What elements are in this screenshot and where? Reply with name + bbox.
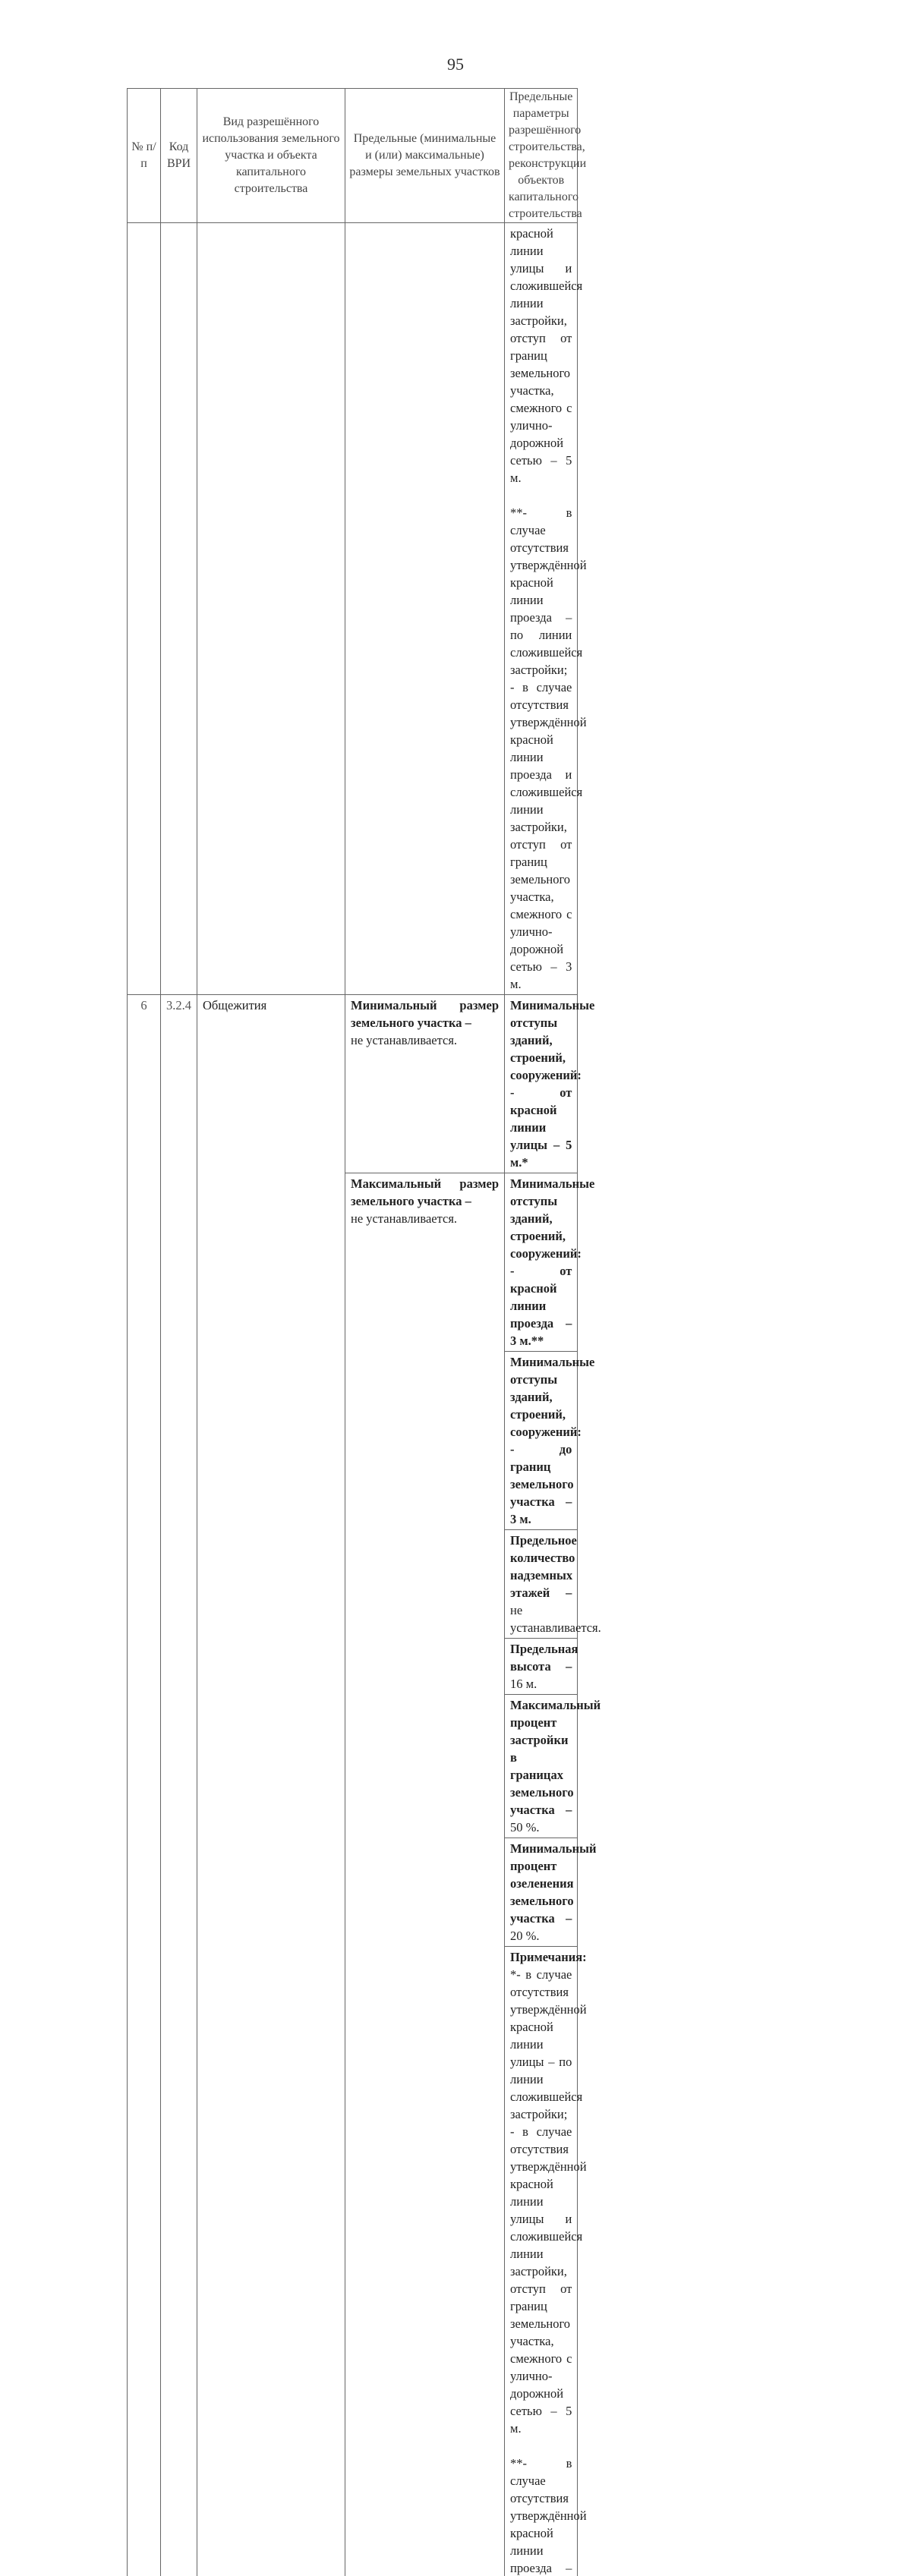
param-floors: Предельное количество надземных этажей – не устанавливается. bbox=[505, 1530, 578, 1639]
page-number: 95 bbox=[0, 55, 911, 74]
row-use-name: Общежития bbox=[197, 995, 345, 2576]
param-setback-passage: Минимальные отступы зданий, строений, сооружений: - от красной линии проезда – 3 м.** bbox=[505, 1173, 578, 1352]
header-use-type: Вид разрешённого использования земельного участка и объекта капитального строительства bbox=[197, 89, 345, 223]
table-header-row bbox=[128, 89, 871, 223]
header-code: Код ВРИ bbox=[161, 89, 197, 223]
row-code: 3.2.4 bbox=[161, 995, 197, 2576]
max-plot-size: Максимальный размер земельного участка – не устанавливается. bbox=[345, 1173, 505, 2576]
table-row-continuation bbox=[128, 223, 871, 995]
notes-title: Примечания: bbox=[510, 1950, 587, 1964]
header-build-params: Предельные параметры разрешённого строительства, реконструкции объектов капитального строительства bbox=[505, 89, 578, 223]
param-build-percent: Максимальный процент застройки в границах земельного участка – 50 %. bbox=[505, 1695, 578, 1838]
header-plot-sizes: Предельные (минимальные и (или) максимальные) размеры земельных участков bbox=[345, 89, 505, 223]
param-green-percent: Минимальный процент озеленения земельного участка – 20 %. bbox=[505, 1838, 578, 1947]
param-setback-boundary: Минимальные отступы зданий, строений, сооружений: - до границ земельного участка – 3 м. bbox=[505, 1352, 578, 1530]
table-row bbox=[128, 995, 871, 1173]
row-number: 6 bbox=[128, 995, 161, 2576]
continuation-notes: красной линии улицы и сложившейся линии застройки, отступ от границ земельного участка, смежного с улично-дорожной сетью – 5 м. **- в случае отсутствия утверждённой красной линии проезда – по линии сложившейся застройки; - в случае отсутствия утверждённой красной линии проезда и сложившейся линии застройки, отступ от границ земельного участка, смежного с улично-дорожной сетью – 3 м. bbox=[505, 223, 578, 995]
header-num: № п/п bbox=[128, 89, 161, 223]
regulations-table bbox=[127, 88, 871, 2576]
min-plot-size: Минимальный размер земельного участка – не устанавливается. bbox=[345, 995, 505, 1173]
param-height: Предельная высота – 16 м. bbox=[505, 1639, 578, 1695]
notes-text: *- в случае отсутствия утверждённой красной линии улицы – по линии сложившейся застройки; - в случае отсутствия утверждённой красной линии улицы и сложившейся линии застройки, отступ от границ земельного участка, смежного с улично-дорожной сетью – 5 м. **- в случае отсутствия утверждённой красной линии проезда – bbox=[510, 1966, 572, 2576]
notes bbox=[505, 1947, 578, 2576]
param-setback-street: Минимальные отступы зданий, строений, сооружений: - от красной линии улицы – 5 м.* bbox=[505, 995, 578, 1173]
